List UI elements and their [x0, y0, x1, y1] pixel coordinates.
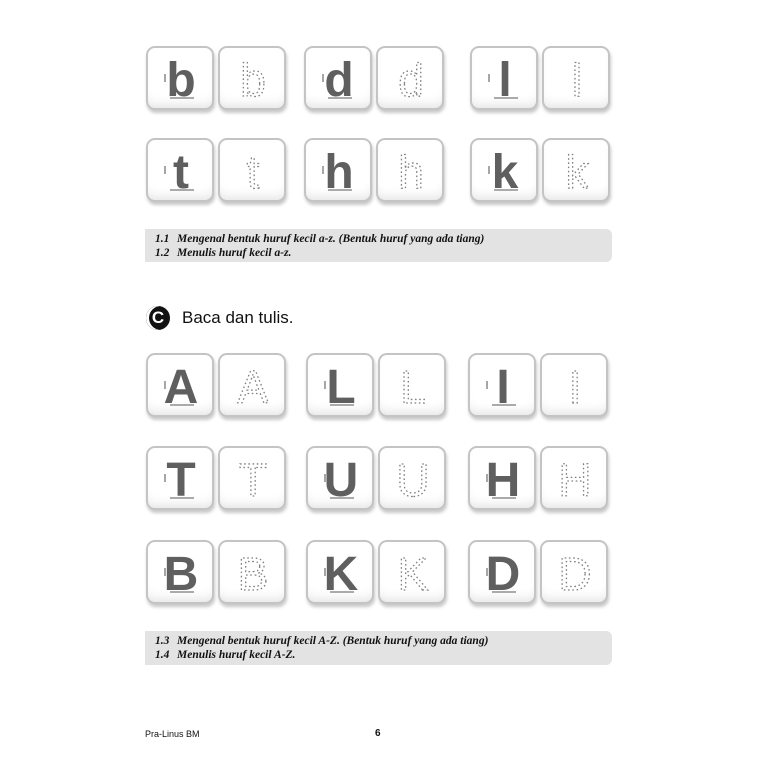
model-letter: t — [173, 146, 189, 199]
letter-trace-tile[interactable] — [542, 138, 610, 202]
objective-line: 1.1 Mengenal bentuk huruf kecil a-z. (Bentuk huruf yang ada tiang) — [155, 233, 485, 245]
model-letter: d — [324, 54, 354, 107]
model-letter-drawing — [472, 140, 536, 200]
model-letter: b — [166, 54, 196, 107]
model-letter: L — [326, 361, 356, 414]
trace-letter-drawing — [380, 355, 444, 415]
letter-model-tile — [306, 353, 374, 417]
model-letter-drawing — [308, 355, 372, 415]
letter-trace-tile[interactable] — [378, 446, 446, 510]
trace-letter: k — [565, 146, 589, 198]
trace-letter: d — [398, 54, 424, 106]
letter-trace-tile[interactable] — [218, 46, 286, 110]
letter-model-tile — [146, 540, 214, 604]
trace-letter-drawing — [378, 48, 442, 108]
model-letter-drawing — [306, 140, 370, 200]
letter-model-tile — [304, 138, 372, 202]
letter-trace-tile[interactable] — [378, 353, 446, 417]
model-letter-drawing — [148, 140, 212, 200]
model-letter-drawing — [470, 355, 534, 415]
trace-letter: h — [398, 146, 424, 198]
trace-letter-drawing — [378, 140, 442, 200]
trace-letter: H — [558, 454, 592, 506]
trace-letter: b — [240, 54, 266, 106]
letter-trace-tile[interactable] — [376, 46, 444, 110]
trace-letter: B — [237, 548, 269, 600]
trace-letter: I — [568, 361, 582, 413]
objective-line: 1.2 Menulis huruf kecil a-z. — [155, 247, 292, 259]
trace-letter-drawing — [220, 140, 284, 200]
letter-model-tile — [470, 46, 538, 110]
trace-letter: K — [397, 548, 429, 600]
model-letter-drawing — [470, 448, 534, 508]
trace-letter: D — [558, 548, 592, 600]
model-letter: A — [163, 361, 199, 414]
letter-model-tile — [468, 446, 536, 510]
model-letter: K — [323, 548, 359, 601]
page-number: 6 — [375, 728, 381, 739]
model-letter: l — [498, 54, 512, 107]
model-letter-drawing — [148, 48, 212, 108]
letter-model-tile — [306, 446, 374, 510]
model-letter-drawing — [306, 48, 370, 108]
trace-letter-drawing — [380, 448, 444, 508]
objectives-bottom — [145, 631, 612, 665]
letter-model-tile — [470, 138, 538, 202]
section-title: Baca dan tulis. — [182, 308, 294, 327]
letter-model-tile — [306, 540, 374, 604]
trace-letter: U — [396, 454, 430, 506]
model-letter: D — [485, 548, 521, 601]
model-letter-drawing — [148, 542, 212, 602]
letter-trace-tile[interactable] — [218, 138, 286, 202]
letter-trace-tile[interactable] — [376, 138, 444, 202]
trace-letter-drawing — [220, 448, 284, 508]
trace-letter-drawing — [544, 48, 608, 108]
model-letter-drawing — [472, 48, 536, 108]
objectives-top — [145, 229, 612, 262]
trace-letter: L — [400, 361, 426, 413]
model-letter: k — [491, 146, 519, 199]
section-heading — [146, 305, 294, 331]
model-letter-drawing — [148, 448, 212, 508]
model-letter: I — [496, 361, 510, 414]
objective-line: 1.3 Mengenal bentuk huruf kecil A-Z. (Bentuk huruf yang ada tiang) — [155, 635, 489, 647]
letter-trace-tile[interactable] — [218, 540, 286, 604]
model-letter: h — [324, 146, 354, 199]
trace-letter-drawing — [380, 542, 444, 602]
trace-letter-drawing — [220, 48, 284, 108]
letter-trace-tile[interactable] — [218, 446, 286, 510]
trace-letter: t — [246, 146, 260, 198]
trace-letter: T — [238, 454, 268, 506]
section-badge: C — [146, 306, 170, 330]
model-letter: U — [323, 454, 359, 507]
model-letter-drawing — [470, 542, 534, 602]
letter-trace-tile[interactable] — [218, 353, 286, 417]
trace-letter-drawing — [542, 542, 606, 602]
trace-letter-drawing — [544, 140, 608, 200]
letter-model-tile — [468, 353, 536, 417]
letter-model-tile — [146, 46, 214, 110]
model-letter: H — [485, 454, 521, 507]
letter-trace-tile[interactable] — [542, 46, 610, 110]
letter-model-tile — [146, 353, 214, 417]
letter-model-tile — [468, 540, 536, 604]
letter-model-tile — [146, 138, 214, 202]
model-letter-drawing — [308, 448, 372, 508]
letter-trace-tile[interactable] — [540, 446, 608, 510]
trace-letter: l — [571, 54, 583, 106]
trace-letter-drawing — [220, 542, 284, 602]
footer-title: Pra-Linus BM — [145, 729, 200, 739]
trace-letter-drawing — [220, 355, 284, 415]
letter-trace-tile[interactable] — [540, 540, 608, 604]
model-letter: T — [166, 454, 196, 507]
model-letter-drawing — [308, 542, 372, 602]
letter-trace-tile[interactable] — [378, 540, 446, 604]
trace-letter-drawing — [542, 355, 606, 415]
letter-model-tile — [146, 446, 214, 510]
model-letter-drawing — [148, 355, 212, 415]
trace-letter: A — [237, 361, 269, 413]
model-letter: B — [163, 548, 199, 601]
trace-letter-drawing — [542, 448, 606, 508]
letter-trace-tile[interactable] — [540, 353, 608, 417]
objective-line: 1.4 Menulis huruf kecil A-Z. — [155, 649, 296, 661]
letter-model-tile — [304, 46, 372, 110]
